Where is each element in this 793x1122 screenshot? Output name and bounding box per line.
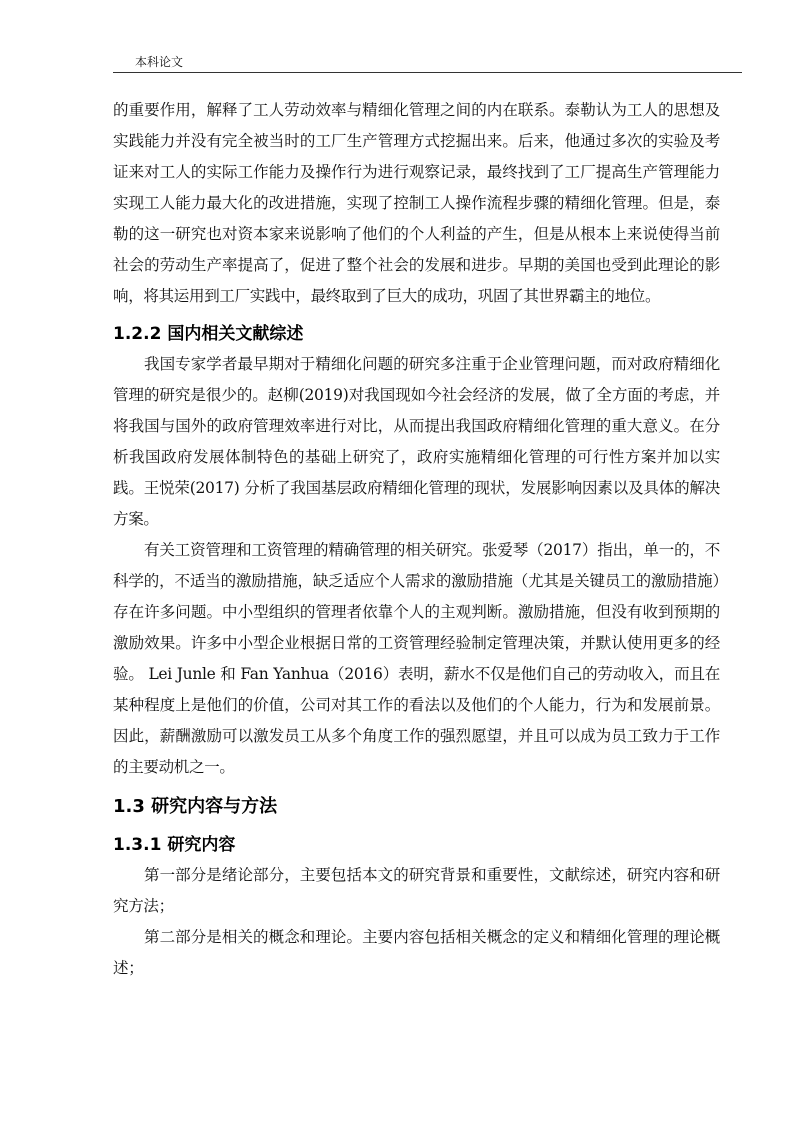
paragraph: 第一部分是绪论部分，主要包括本文的研究背景和重要性，文献综述，研究内容和研究方法； bbox=[113, 866, 720, 915]
paragraph: 有关工资管理和工资管理的精确管理的相关研究。张爱琴（2017）指出，单一的，不科学的，不适当的激励措施，缺乏适应个人需求的激励措施（尤其是关键员工的激励措施）存在许多问题。中小型组织的管理者依靠个人的主观判断。激励措施，但没有收到预期的激励效果。许多中小型企业根据日常的工资管理经验制定管理决策，并默认使用更多的经验。 Lei Junle 和 Fan Yanhua（2016）表明，薪水不仅是他们自己的劳动收入，而且在某种程度上是他们的价值，公司对其工作的看法以及他们的个人能力，行为和发展前景。因此，薪酬激励可以激发员工从多个角度工作的强烈愿望，并且可以成为员工致力于工作的主要动机之一。 bbox=[113, 541, 720, 776]
section-heading-1-2-2: 1.2.2 国内相关文献综述 bbox=[113, 324, 304, 344]
paragraph: 的重要作用，解释了工人劳动效率与精细化管理之间的内在联系。泰勒认为工人的思想及实践能力并没有完全被当时的工厂生产管理方式挖掘出来。后来，他通过多次的实验及考证来对工人的实际工作能力及操作行为进行观察记录，最终找到了工厂提高生产管理能力实现工人能力最大化的改进措施，实现了控制工人操作流程步骤的精细化管理。但是，泰勒的这一研究也对资本家来说影响了他们的个人利益的产生，但是从根本上来说使得当前社会的劳动生产率提高了，促进了整个社会的发展和进步。早期的美国也受到此理论的影响，将其运用到工厂实践中，最终取到了巨大的成功，巩固了其世界霸主的地位。 bbox=[113, 101, 720, 305]
page-header bbox=[113, 52, 742, 73]
header-text: 本科论文 bbox=[135, 55, 184, 69]
paragraph: 我国专家学者最早期对于精细化问题的研究多注重于企业管理问题，而对政府精细化管理的研究是很少的。赵柳(2019)对我国现如今社会经济的发展，做了全方面的考虑，并将我国与国外的政府管理效率进行对比，从而提出我国政府精细化管理的重大意义。在分析我国政府发展体制特色的基础上研究了，政府实施精细化管理的可行性方案并加以实践。王悦荣(2017) 分析了我国基层政府精细化管理的现状，发展影响因素以及具体的解决方案。 bbox=[113, 355, 720, 528]
section-heading-1-3-1: 1.3.1 研究内容 bbox=[113, 835, 236, 855]
document-body bbox=[113, 95, 720, 984]
paragraph: 第二部分是相关的概念和理论。主要内容包括相关概念的定义和精细化管理的理论概述； bbox=[113, 928, 720, 977]
section-heading-1-3: 1.3 研究内容与方法 bbox=[113, 796, 278, 817]
